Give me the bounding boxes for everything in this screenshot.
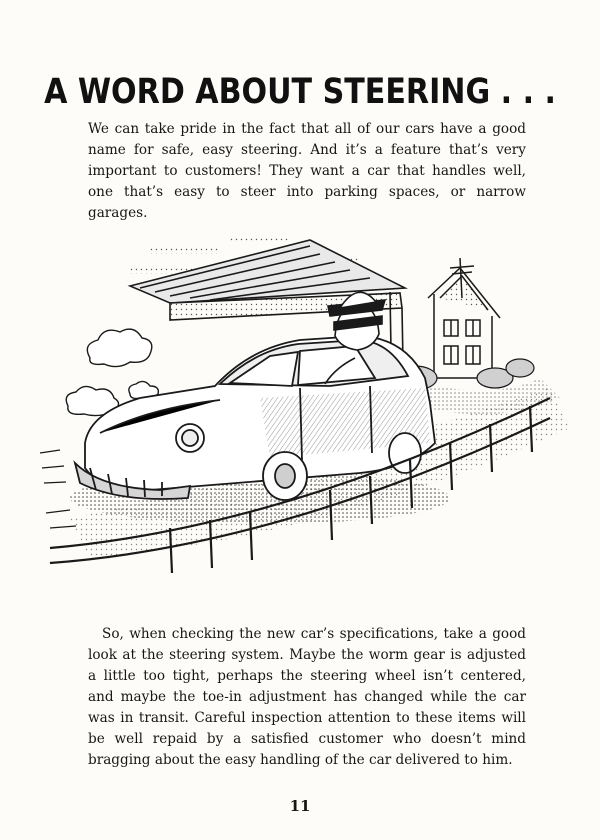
car-cartoon-illustration [30, 228, 570, 608]
intro-paragraph: We can take pride in the fact that all of our cars have a good name for safe, easy steering. And it’s a feature that’s very important to customers! They want a car that handles well, one that’s easy to steer into parking spaces, or narrow garages. [88, 121, 526, 221]
page-number: 11 [289, 797, 311, 815]
house [428, 258, 500, 378]
steering-check-paragraph: So, when checking the new car’s specifications, take a good look at the steering system. Maybe the worm gear is adjusted a little too tight, perhaps the steering wheel isn’t centered, and maybe the toe-in adjustment has changed while the car was in transit. Careful inspection attention to these items will be well repaid by a satisfied customer who doesn’t mind bragging about the easy handling of the car delivered to him. [88, 626, 526, 768]
page-title: A WORD ABOUT STEERING . . . [44, 72, 556, 112]
motion-lines [40, 450, 76, 528]
